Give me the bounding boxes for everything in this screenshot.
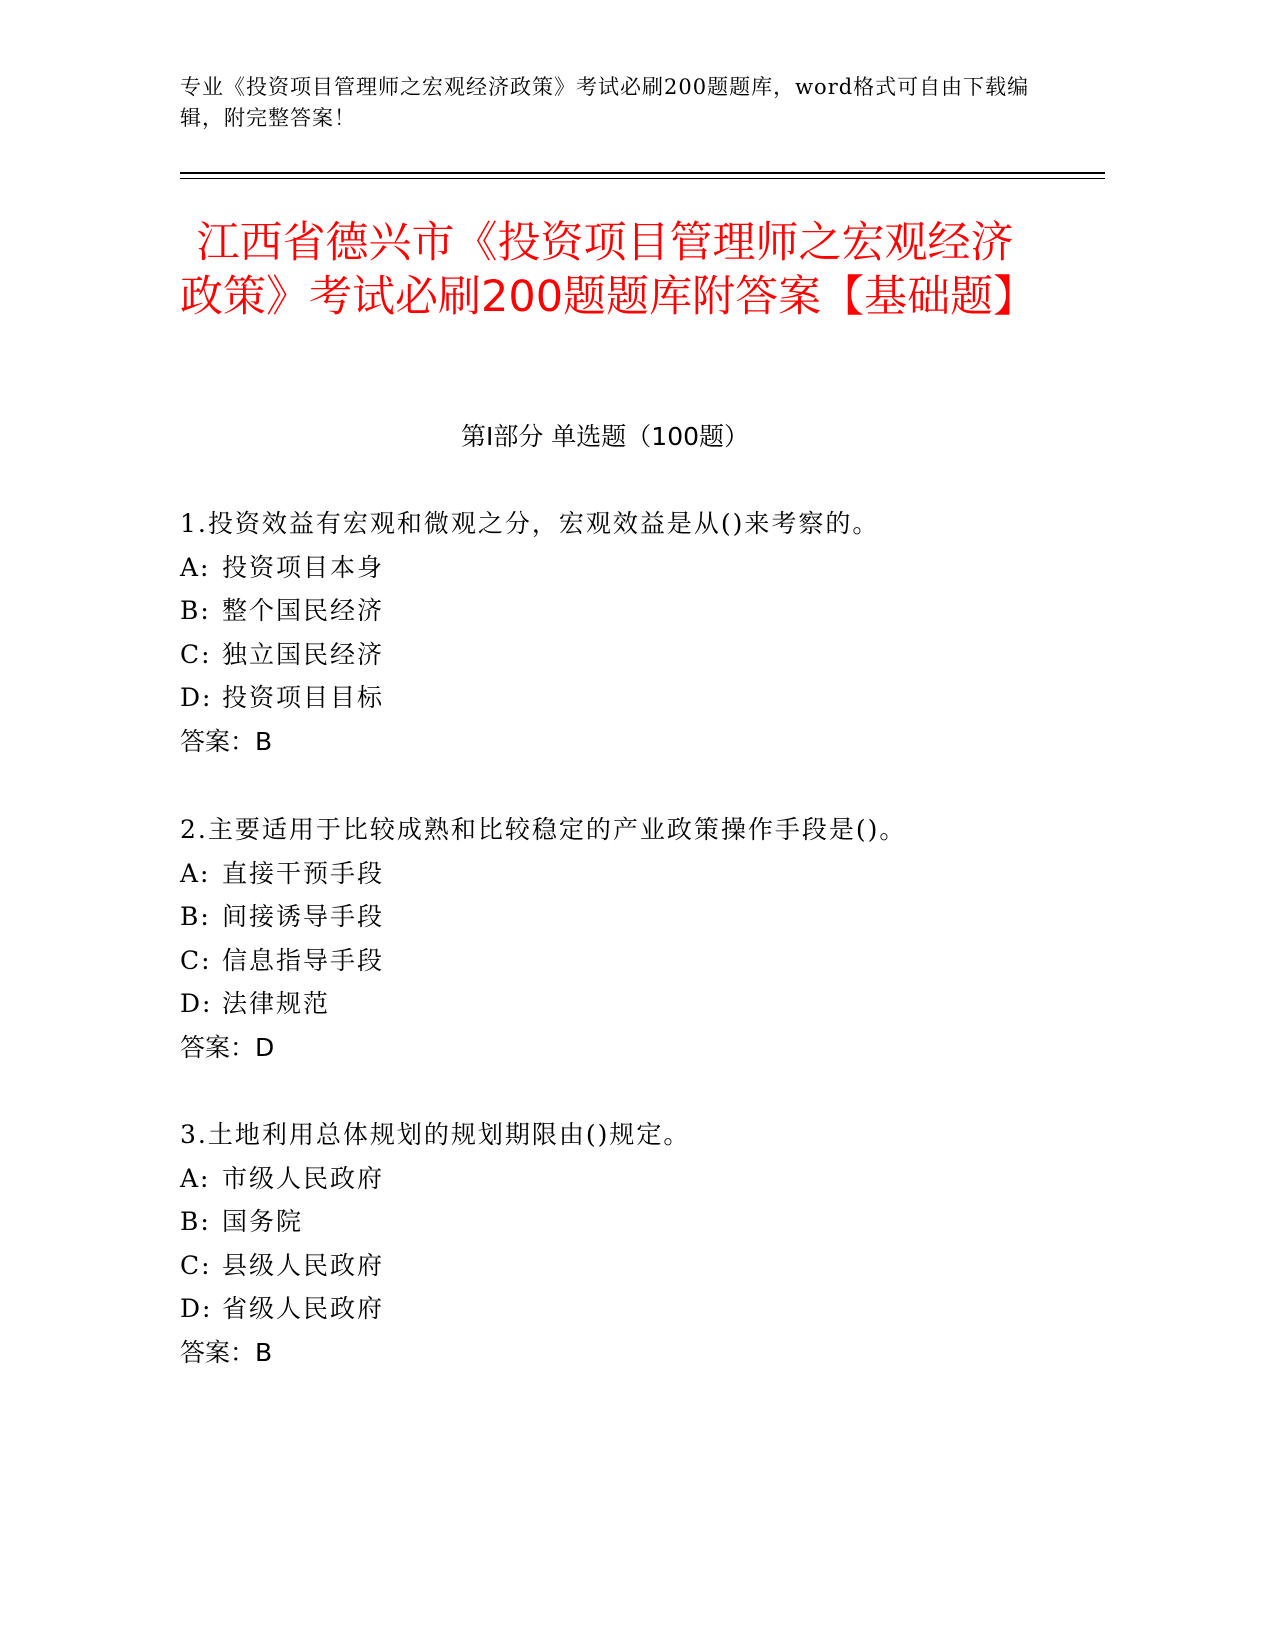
option-b [180,895,1080,939]
option-d [180,1287,1080,1331]
answer: 答案：D [180,1032,275,1062]
option-text: 县级人民政府 [222,1250,385,1280]
option-text: 法律规范 [222,989,331,1018]
option-letter: D: [180,683,213,712]
question-1 [180,502,1080,763]
option-text: 独立国民经济 [222,639,385,669]
option-text: 信息指导手段 [222,945,385,975]
option-letter: B: [180,1207,211,1236]
option-letter: B: [180,596,211,625]
option-d [180,676,1080,720]
option-c [180,633,1080,677]
answer: 答案：B [180,1337,273,1367]
option-text: 直接干预手段 [222,858,385,888]
option-letter: A: [180,1163,211,1193]
option-letter: C: [180,945,212,975]
answer: 答案：B [180,726,273,756]
option-c [180,939,1080,983]
option-text: 整个国民经济 [222,596,385,625]
section-title: 第Ⅰ部分 单选题（100题） [460,422,750,451]
option-text: 间接诱导手段 [222,902,385,931]
option-letter: D: [180,989,213,1018]
option-d [180,982,1080,1026]
header-note: 专业《投资项目管理师之宏观经济政策》考试必刷200题题库，word格式可自由下载编辑，附完整答案！ [180,75,1030,130]
option-letter: A: [180,858,211,888]
question-stem: 2.主要适用于比较成熟和比较稳定的产业政策操作手段是()。 [180,815,907,844]
option-b [180,1200,1080,1244]
question-stem: 3.土地利用总体规划的规划期限由()规定。 [180,1120,691,1149]
option-c [180,1244,1080,1288]
option-text: 市级人民政府 [222,1163,385,1193]
option-text: 国务院 [222,1207,304,1236]
option-text: 省级人民政府 [222,1294,385,1323]
option-a [180,546,1080,590]
question-stem: 1.投资效益有宏观和微观之分，宏观效益是从()来考察的。 [180,509,880,538]
option-a [180,852,1080,896]
option-b [180,589,1080,633]
option-letter: A: [180,552,211,582]
option-letter: D: [180,1294,213,1323]
option-text: 投资项目目标 [222,683,385,712]
option-a [180,1157,1080,1201]
option-text: 投资项目本身 [222,552,385,582]
header-rule-thin [180,178,1105,179]
option-letter: C: [180,1250,212,1280]
document-title: 江西省德兴市《投资项目管理师之宏观经济政策》考试必刷200题题库附答案【基础题】 [180,218,1037,322]
header-rule-thick [180,172,1105,174]
option-letter: B: [180,902,211,931]
option-letter: C: [180,639,212,669]
question-2 [180,808,1080,1069]
question-3 [180,1113,1080,1374]
